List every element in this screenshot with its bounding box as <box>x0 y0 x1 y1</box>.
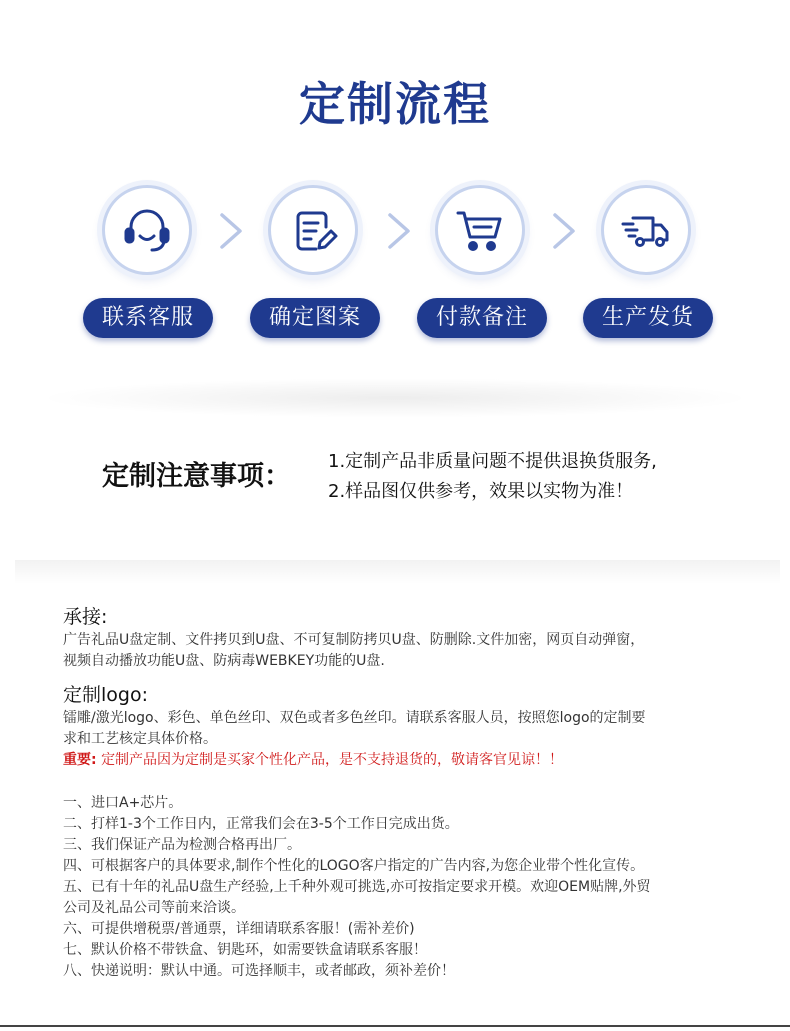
notice-heading: 定制注意事项： <box>102 461 291 492</box>
list-item: 一、进口A+芯片。 <box>63 795 183 811</box>
important-label: 重要: <box>63 752 97 768</box>
list-item: 七、默认价格不带铁盒、钥匙环，如需要铁盒请联系客服！ <box>63 942 427 958</box>
chevron-right-icon <box>216 211 246 251</box>
notice-line: 1.定制产品非质量问题不提供退换货服务, <box>328 451 657 472</box>
service-text: 视频自动播放功能U盘、防病毒WEBKEY功能的U盘. <box>63 653 385 669</box>
shopping-cart-icon <box>453 203 507 257</box>
step-1-circle <box>102 185 192 275</box>
step-3-circle <box>435 185 525 275</box>
step-4-label: 生产发货 <box>583 298 713 338</box>
important-notice <box>63 750 743 771</box>
headset-icon <box>120 203 174 257</box>
process-steps <box>0 185 790 345</box>
logo-text: 镭雕/激光logo、彩色、单色丝印、双色或者多色丝印。请联系客服人员，按照您logo的定制要 <box>63 710 646 726</box>
list-item: 八、快递说明：默认中通。可选择顺丰，或者邮政，须补差价！ <box>63 963 455 979</box>
step-4-circle <box>601 185 691 275</box>
list-item: 五、已有十年的礼品U盘生产经验,上千种外观可挑选,亦可按指定要求开模。欢迎OEM贴牌,外贸 <box>63 879 651 895</box>
notice-lines <box>328 447 657 507</box>
step-1-label: 联系客服 <box>83 298 213 338</box>
service-heading: 承接: <box>63 606 108 628</box>
bottom-border <box>0 1025 790 1027</box>
page-title: 定制流程 <box>299 77 491 131</box>
notice-line: 2.样品图仅供参考，效果以实物为准！ <box>328 481 634 502</box>
list-item: 三、我们保证产品为检测合格再出厂。 <box>63 837 301 853</box>
chevron-right-icon <box>549 211 579 251</box>
list-item: 六、可提供增税票/普通票，详细请联系客服！(需补差价) <box>63 921 415 937</box>
important-text: 定制产品因为定制是买家个性化产品，是不支持退货的，敬请客官见谅！！ <box>101 752 564 768</box>
service-text: 广告礼品U盘定制、文件拷贝到U盘、不可复制防拷贝U盘、防删除.文件加密，网页自动弹窗， <box>63 632 645 648</box>
logo-text: 求和工艺核定具体价格。 <box>63 731 217 747</box>
step-2-circle <box>268 185 358 275</box>
chevron-right-icon <box>384 211 414 251</box>
step-2-label: 确定图案 <box>250 298 380 338</box>
product-info <box>63 604 743 982</box>
delivery-truck-icon <box>619 203 673 257</box>
section-divider <box>35 378 755 418</box>
logo-heading: 定制logo: <box>63 684 148 706</box>
document-edit-icon <box>286 203 340 257</box>
list-item: 公司及礼品公司等前来洽谈。 <box>63 900 245 916</box>
step-3-label: 付款备注 <box>417 298 547 338</box>
list-item: 四、可根据客户的具体要求,制作个性化的LOGO客户指定的广告内容,为您企业带个性化宣传。 <box>63 858 645 874</box>
section-band <box>15 560 780 584</box>
list-item: 二、打样1-3个工作日内，正常我们会在3-5个工作日完成出货。 <box>63 816 459 832</box>
